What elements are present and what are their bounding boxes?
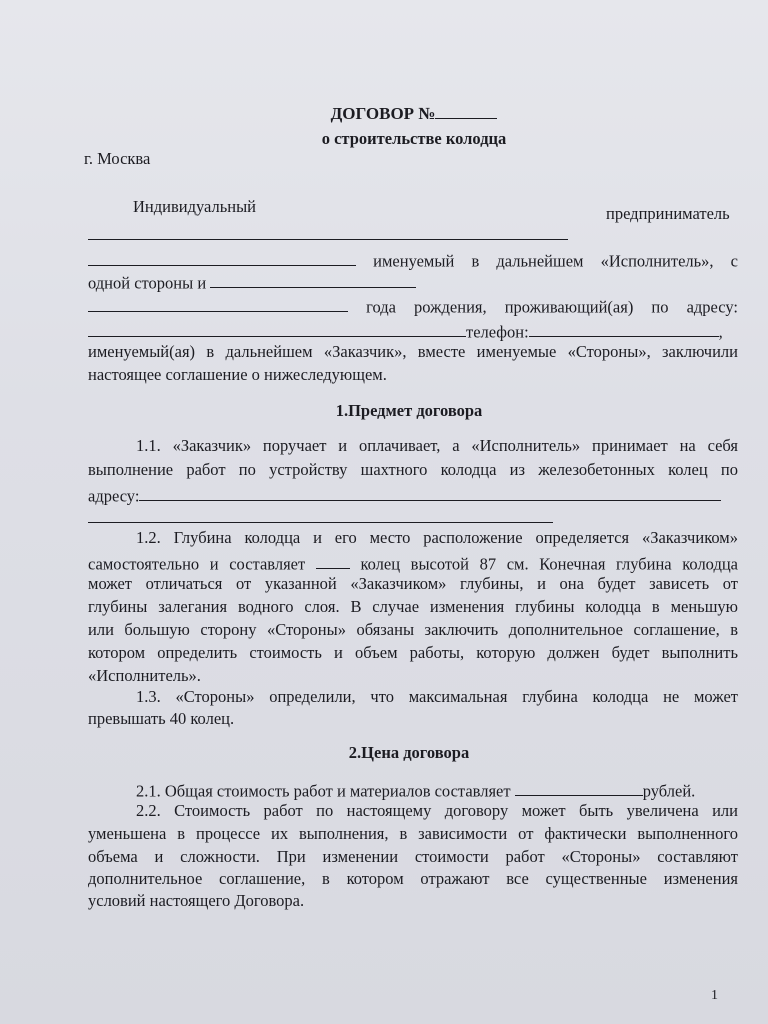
section1-heading: 1.Предмет договора (335, 401, 483, 420)
preamble-line-7: именуемый(ая) в дальнейшем «Заказчик», вместе именуемые «Стороны», заключили (88, 342, 738, 361)
clause-2-2-line-3: объема и сложности. При изменении стоимости работ «Стороны» составляют (88, 847, 738, 866)
contract-number-blank (435, 100, 497, 119)
preamble-line-3: именуемый в дальнейшем «Исполнитель», с (88, 248, 738, 271)
clause-1-2-line-4: глубины залегания водного слоя. В случае изменения глубины колодца в меньшую (88, 597, 738, 616)
clause-1-2-line-1: 1.2. Глубина колодца и его место расположение определяется «Заказчиком» (136, 528, 738, 547)
clause-1-3-line-2: превышать 40 колец. (88, 709, 235, 728)
clause-1-1-line-3: адресу: (88, 483, 738, 506)
preamble-line-8: настоящее соглашение о нижеследующем. (88, 365, 387, 384)
clause-2-2-line-2: уменьшена в процессе их выполнения, в зависимости от фактически выполненного (88, 824, 738, 843)
clause-1-1-line-1: 1.1. «Заказчик» поручает и оплачивает, а «Исполнитель» принимает на себя (136, 436, 738, 455)
contract-subtitle: о строительстве колодца (321, 129, 507, 148)
preamble-entrepreneur: предприниматель (606, 204, 730, 223)
clause-2-1: 2.1. Общая стоимость работ и материалов составляет рублей. (136, 778, 695, 801)
preamble-line-6: телефон: , (88, 319, 738, 342)
address-blank-2 (88, 505, 553, 528)
contract-title: ДОГОВОР № (0, 100, 768, 124)
clause-2-2-line-5: условий настоящего Договора. (88, 891, 305, 910)
clause-1-2-line-6: котором определить стоимость и объем работы, которую должен будет выполнить (88, 643, 738, 662)
clause-2-2-line-1: 2.2. Стоимость работ по настоящему договору может быть увеличена или (136, 801, 738, 820)
section2-heading: 2.Цена договора (348, 743, 470, 762)
clause-1-1-line-2: выполнение работ по устройству шахтного колодца из железобетонных колец по (88, 460, 738, 479)
clause-2-2-line-4: дополнительное соглашение, в котором отражают все существенные изменения (88, 869, 738, 888)
page-number: 1 (711, 988, 718, 1003)
clause-1-2-line-2: самостоятельно и составляет колец высотой 87 см. Конечная глубина колодца (88, 551, 738, 574)
clause-1-2-line-5: или большую сторону «Стороны» обязаны заключить дополнительное соглашение, в (88, 620, 738, 639)
preamble-line-4: одной стороны и (88, 270, 738, 293)
preamble-individual: Индивидуальный (133, 197, 256, 216)
entrepreneur-name-blank (88, 222, 568, 245)
clause-1-3-line-1: 1.3. «Стороны» определили, что максимальная глубина колодца не может (136, 687, 738, 706)
clause-1-2-line-7: «Исполнитель». (88, 666, 201, 685)
city-label: г. Москва (84, 149, 151, 168)
preamble-line-5: года рождения, проживающий(ая) по адресу: (88, 294, 738, 317)
clause-1-2-line-3: может отличаться от указанной «Заказчиком» глубины, и она будет зависеть от (88, 574, 738, 593)
